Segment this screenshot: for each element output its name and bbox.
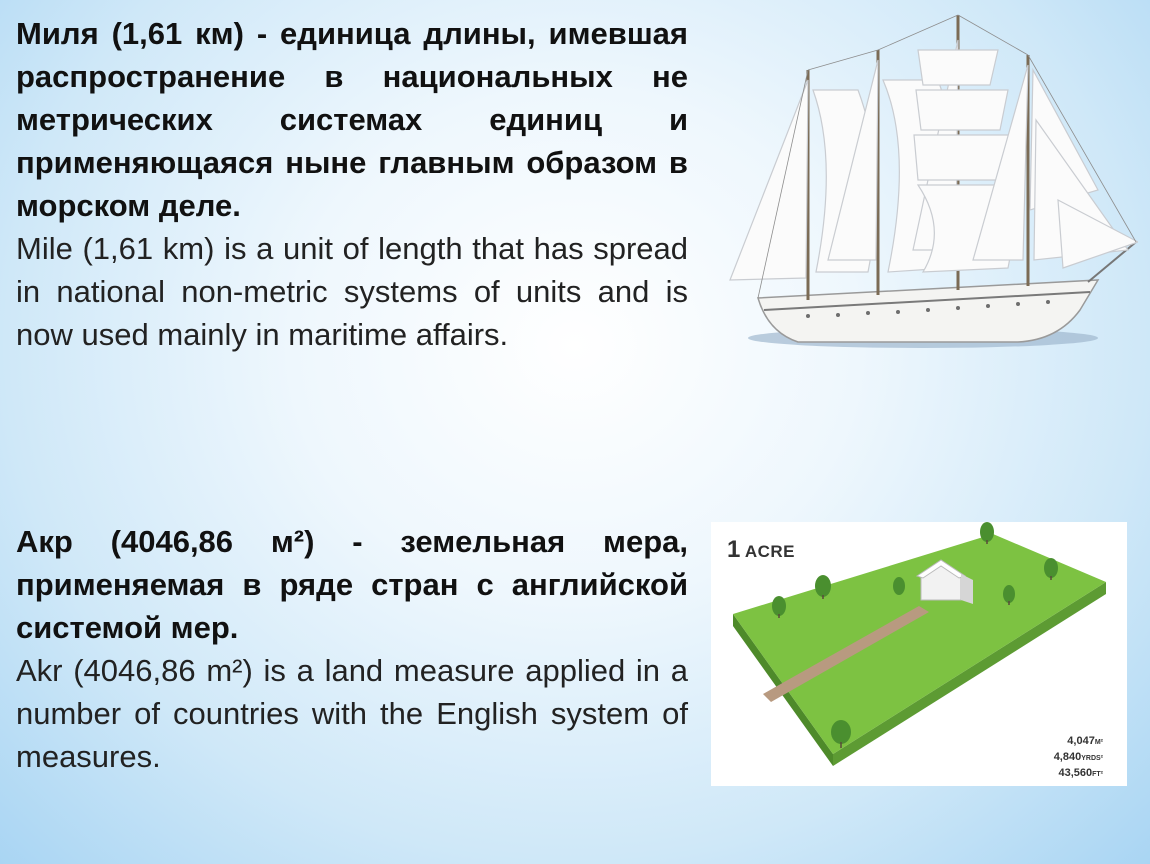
acre-section <box>16 520 688 778</box>
acre-stat-m2: 4,047M² <box>1067 735 1103 747</box>
acre-definition-en: Akr (4046,86 m²) is a land measure applied in a number of countries with the English system of measures. <box>16 653 688 774</box>
mile-section <box>16 12 688 356</box>
mile-definition-ru: Миля (1,61 км) - единица длины, имевшая распространение в национальных не метрических системах единиц и применяющаяся ныне главным образом в морском деле. <box>16 16 688 223</box>
acre-definition-ru: Акр (4046,86 м²) - земельная мера, применяемая в ряде стран с английской системой мер. <box>16 524 688 645</box>
acre-stat-ft: 43,560FT² <box>1058 767 1103 779</box>
sailing-ship-icon <box>718 10 1138 350</box>
acre-illustration <box>711 522 1127 786</box>
acre-number: 1 <box>727 536 741 563</box>
acre-stat-yrds: 4,840YRDS² <box>1053 751 1103 763</box>
acre-stats <box>1054 734 1103 782</box>
mile-definition-en: Mile (1,61 km) is a unit of length that has spread in national non-metric systems of units and is now used mainly in maritime affairs. <box>16 231 688 352</box>
acre-label <box>727 536 795 564</box>
acre-word: ACRE <box>744 542 795 561</box>
